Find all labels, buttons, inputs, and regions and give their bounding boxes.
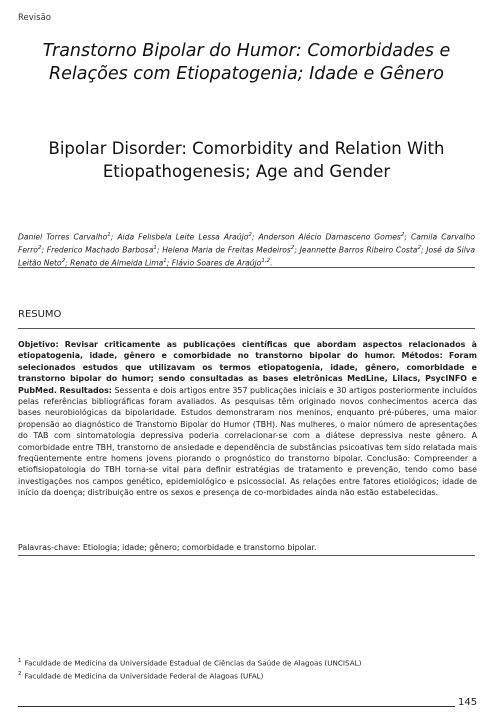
footnote-1 <box>18 656 361 669</box>
author-affiliation: 2 <box>290 245 295 252</box>
metodos-text: Foram selecionados estudos que utilizavam os termos etiopatogenia, idade, gênero, comorbidade e transtorno bipolar do humor; sendo consultadas as bases eletrônicas MedLine, Lilacs, PsycINFO e PubMed. <box>18 351 477 395</box>
author-name: José da Silva Leitão Neto <box>18 245 475 268</box>
footnote-2 <box>18 669 361 682</box>
author-affiliation: 2 <box>400 232 405 238</box>
conclusao-text: Compreender a etiofisiopatologia do TBH torna-se vital para definir estratégias de tratamento e prevenção, tendo como base investigações nos campos genético, epidemiológico e psicossocial. As relações entre fatores etiológicos; idade de início da doença; distribuição entre os sexos e presença de co-morbidades ainda não estão estabelecidas. <box>18 454 477 498</box>
author-name: Jeannette Barros Ribeiro Costa <box>299 245 418 255</box>
footnote-1-text: Faculdade de Medicina da Universidade Estadual de Ciências da Saúde de Alagoas (UNCISAL) <box>24 658 362 668</box>
author-list: Daniel Torres Carvalho$^1$; Aida Felisbela Leite Lessa Araújo$^2$; Anderson Alécio Damasceno Gomes$^2$; Camila Carvalho Ferro$^2$; Frederico Machado Barbosa$^1$; Helena Maria de Freitas Medeiros$^2$; Jeannette Barros Ribeiro Costa$^2$; José da Silva Leitão Neto$^2$; Renato de Almeida Lima$^1$; Flávio Soares de Araújo$^{1,2}$. <box>18 232 475 268</box>
author-affiliation: 1 <box>163 258 167 265</box>
author-name: Daniel Torres Carvalho <box>18 232 108 242</box>
footnote-2-text: Faculdade de Medicina da Universidade Federal de Alagoas (UFAL) <box>24 671 264 681</box>
author-name: Frederico Machado Barbosa <box>46 245 154 255</box>
resultados-label: Resultados: <box>59 385 112 395</box>
footnotes <box>18 656 361 682</box>
title-english: Bipolar Disorder: Comorbidity and Relation With Etiopathogenesis; Age and Gender <box>48 139 445 181</box>
objetivo-text: Revisar criticamente as publicações científicas que abordam aspectos relacionados à etiopatogenia, idade, gênero e comorbidade no transtorno bipolar do humor. <box>18 340 478 361</box>
author-affiliation: 2 <box>248 232 252 238</box>
author-affiliation: 2 <box>37 245 42 252</box>
resumo-heading: RESUMO <box>18 309 62 320</box>
author-name: Anderson Alécio Damasceno Gomes <box>258 232 401 242</box>
abstract-body <box>18 339 477 499</box>
author-name: Aida Felisbela Leite Lessa Araújo <box>117 232 249 242</box>
conclusao-label: Conclusão: <box>366 454 411 464</box>
keywords-label: Palavras-chave: <box>18 543 81 552</box>
page-footer-rule <box>18 706 455 707</box>
author-divider <box>18 267 475 268</box>
author-affiliation: 1,2 <box>261 258 271 265</box>
title-portuguese: Transtorno Bipolar do Humor: Comorbidades e Relações com Etiopatogenia; Idade e Gênero <box>42 41 451 84</box>
footnote-1-mark: 1 <box>18 658 22 664</box>
footnote-2-mark: 2 <box>18 670 22 677</box>
author-name: Flávio Soares de Araújo <box>171 258 262 268</box>
author-affiliation: 1 <box>107 232 111 238</box>
objetivo-label: Objetivo: <box>18 340 59 349</box>
keywords <box>18 542 477 553</box>
author-affiliation: 2 <box>417 245 421 252</box>
resumo-top-divider <box>18 328 475 329</box>
page-number: 145 <box>458 697 478 708</box>
section-label: Revisão <box>18 13 51 23</box>
metodos-label: Métodos: <box>401 351 443 361</box>
author-name: Camila Carvalho Ferro <box>18 232 475 255</box>
author-affiliation: 2 <box>61 258 66 265</box>
author-affiliation: 1 <box>153 245 157 252</box>
resultados-text: Sessenta e dois artigos entre 357 publicações iniciais e 30 artigos posteriormente incluídos pelas referências bibliográficas foram avaliados. As pesquisas têm originado novos conhecimentos acerca das bases neurobiológicas da bipolaridade. Estudos demonstraram nos meninos, enquanto pré-púberes, uma maior propensão ao diagnóstico de Transtorno Bipolar do Humor (TBH). Nas mulheres, o maior número de apresentações do TAB com sintomatologia depressiva poderia correlacionar-se com a diátese depressiva neste gênero. A comorbidade entre TBH, transtorno de ansiedade e dependência de substâncias psicoativas tem sido relatada mais freqüentemente entre homens jovens piorando o prognóstico do transtorno bipolar. <box>18 385 478 464</box>
resumo-bottom-divider <box>18 555 475 556</box>
author-name: Renato de Almeida Lima <box>70 258 164 268</box>
keywords-text: Etiologia; idade; gênero; comorbidade e transtorno bipolar. <box>82 543 317 552</box>
author-name: Helena Maria de Freitas Medeiros <box>162 245 291 255</box>
